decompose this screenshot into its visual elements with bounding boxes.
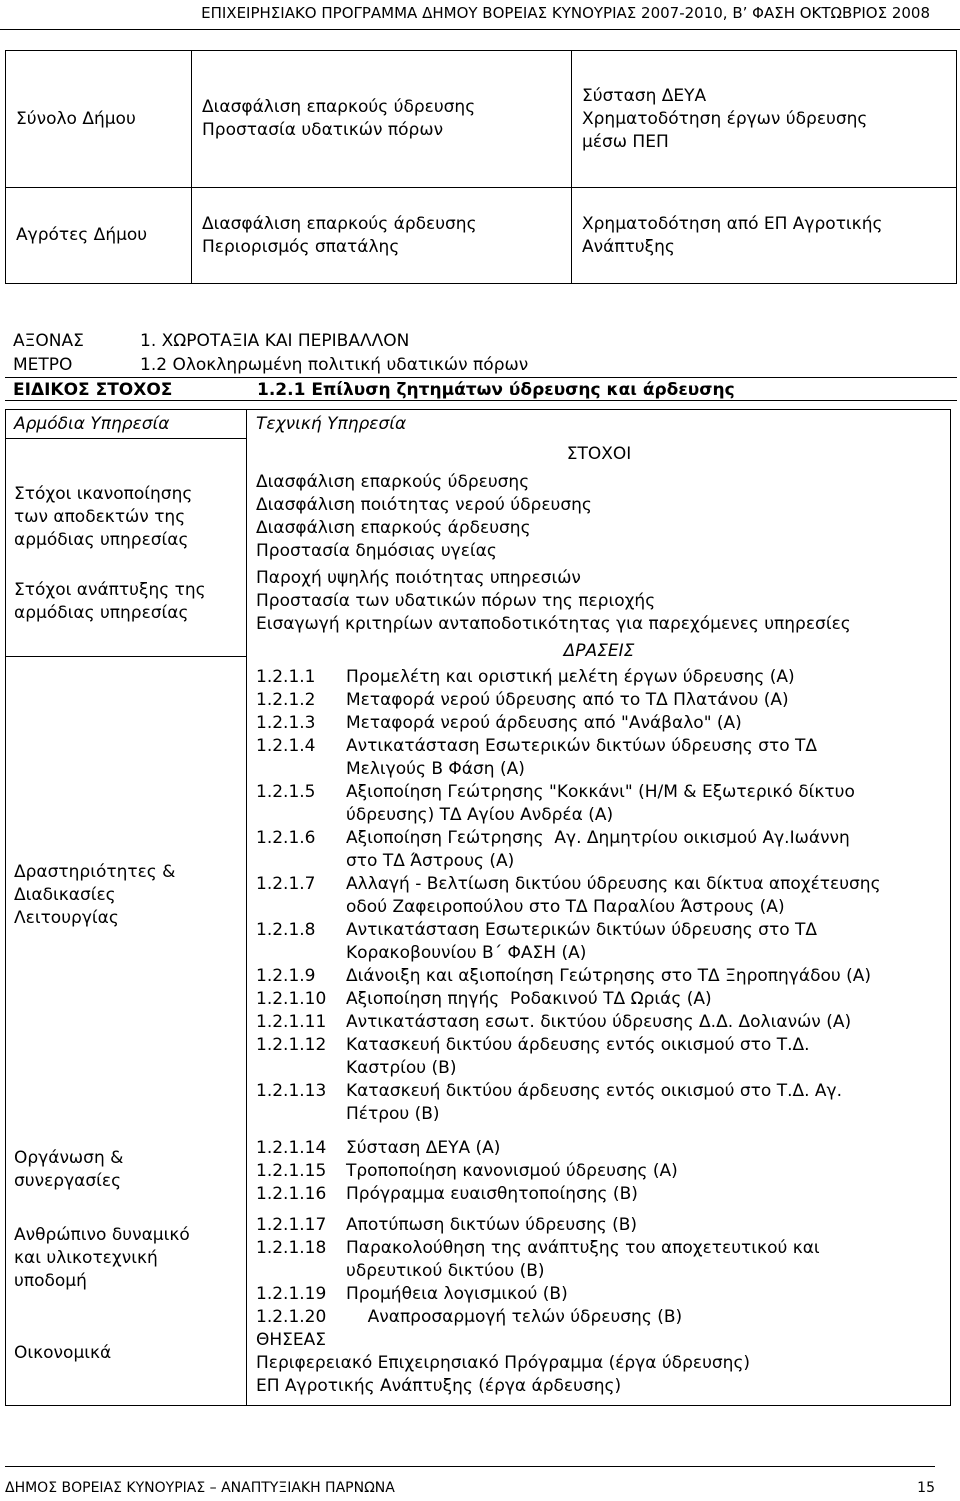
action-code: 1.2.1.16 [256,1184,327,1204]
label-line: συνεργασίες [14,1171,122,1191]
action-item [256,965,956,988]
measure-row [5,353,957,377]
action-code: 1.2.1.9 [256,966,316,986]
action-item [256,1011,956,1034]
stakeholders-table [5,50,957,284]
action-code [256,1057,346,1080]
objective-grid [5,409,951,1406]
action-item-continued [256,758,956,781]
label-line: Δραστηριότητες & [14,862,176,882]
action-text: Κατασκευή δικτύου άρδευσης εντός οικισμού στο Τ.Δ. [346,1035,810,1055]
action-item-continued [256,1057,956,1080]
action-code [256,804,346,827]
action-text: Μεταφορά νερού ύδρευσης από το ΤΔ Πλατάνου (Α) [346,690,789,710]
action-code: 1.2.1.8 [256,920,316,940]
page-footer [5,1466,935,1496]
axis-row [5,329,957,353]
action-code: 1.2.1.14 [256,1138,327,1158]
group-cell: Σύνολο Δήμου [6,51,192,188]
actions-list [256,1137,956,1206]
action-code [256,850,346,873]
development-goals-list [256,567,851,636]
label-line: Στόχοι ικανοποίησης [14,484,193,504]
action-text: Αποτύπωση δικτύων ύδρευσης (Β) [346,1215,638,1235]
action-text: στο ΤΔ Άστρους (Α) [346,851,515,871]
action-code: 1.2.1.17 [256,1215,327,1235]
need-line: Διασφάλιση επαρκούς ύδρευσης [202,97,476,117]
action-item-continued [256,1103,956,1126]
action-item [256,988,956,1011]
actions-heading: ΔΡΑΣΕΙΣ [563,641,635,661]
funding-item: ΕΠ Αγροτικής Ανάπτυξης (έργα άρδευσης) [256,1376,622,1396]
actions-cell [572,51,957,188]
row-divider [6,656,246,657]
action-item [256,1160,956,1183]
organization-label [14,1147,123,1193]
action-item [256,689,956,712]
action-text: Αλλαγή - Βελτίωση δικτύου ύδρευσης και δίκτυα αποχέτευσης [346,874,881,894]
action-code [256,942,346,965]
measure-label: ΜΕΤΡΟ [13,355,73,375]
action-code: 1.2.1.13 [256,1081,327,1101]
action-text: Παρακολούθηση της ανάπτυξης του αποχετευτικού και [346,1238,820,1258]
action-code: 1.2.1.18 [256,1238,327,1258]
need-line: Προστασία υδατικών πόρων [202,120,444,140]
label-line: Στόχοι ανάπτυξης της [14,580,206,600]
axis-label: ΑΞΟΝΑΣ [13,331,84,351]
action-line: Χρηματοδότηση έργων ύδρευσης [582,108,868,129]
action-code: 1.2.1.6 [256,828,316,848]
action-item [256,781,956,804]
action-item [256,1137,956,1160]
action-line: μέσω ΠΕΠ [582,131,669,152]
table-row [6,188,957,284]
objective-label: ΕΙΔΙΚΟΣ ΣΤΟΧΟΣ [13,380,173,400]
label-line: Λειτουργίας [14,908,119,928]
objective-row [5,377,957,401]
action-code: 1.2.1.3 [256,713,316,733]
action-text: Αξιοποίηση Γεώτρησης "Κοκκάνι" (Η/Μ & Εξωτερικό δίκτυο [346,782,855,802]
actions-list [256,1306,956,1329]
group-cell: Αγρότες Δήμου [6,188,192,284]
goal-item: Προστασία δημόσιας υγείας [256,541,497,561]
action-item [256,1183,956,1206]
action-item [256,1237,956,1260]
action-code: 1.2.1.12 [256,1035,327,1055]
action-text: Αντικατάσταση Εσωτερικών δικτύων ύδρευσης στο ΤΔ [346,736,818,756]
action-text: Κορακοβουνίου Β΄ ΦΑΣΗ (Α) [346,943,587,963]
action-item [256,919,956,942]
need-line: Διασφάλιση επαρκούς άρδευσης [202,213,477,234]
label-line: των αποδεκτών της [14,507,186,527]
service-value: Τεχνική Υπηρεσία [256,414,407,434]
label-line: υποδομή [14,1271,87,1291]
action-line: Ανάπτυξης [582,236,675,257]
label-line: αρμόδιας υπηρεσίας [14,530,189,550]
action-code [256,758,346,781]
action-item [256,1034,956,1057]
goal-item: Διασφάλιση επαρκούς άρδευσης [256,518,531,538]
action-item [256,873,956,896]
action-item [256,1214,956,1237]
label-line: και υλικοτεχνική [14,1248,158,1268]
actions-list [256,666,956,1126]
action-text: Μελιγούς Β Φάση (Α) [346,759,525,779]
header-title: ΕΠΙΧΕΙΡΗΣΙΑΚΟ ΠΡΟΓΡΑΜΜΑ ΔΗΜΟΥ ΒΟΡΕΙΑΣ ΚΥΝΟΥΡΙΑΣ 2007-2010, Β’ ΦΑΣΗ ΟΚΤΩΒΡΙΟΣ 2008 [201,4,930,22]
service-label: Αρμόδια Υπηρεσία [14,414,170,434]
need-line: Περιορισμός σπατάλης [202,236,400,257]
table-row [6,51,957,188]
action-line: Χρηματοδότηση από ΕΠ Αγροτικής [582,213,883,234]
goals-heading: ΣΤΟΧΟΙ [566,444,632,464]
goal-item: Διασφάλιση ποιότητας νερού ύδρευσης [256,495,592,515]
satisfaction-goals-list [256,471,592,563]
action-code: 1.2.1.10 [256,989,327,1009]
action-item [256,1306,956,1329]
funding-heading: ΘΗΣΕΑΣ [256,1330,327,1350]
action-item [256,712,956,735]
page-number: 15 [917,1480,935,1496]
action-item-continued [256,896,956,919]
action-item-continued [256,804,956,827]
action-text: Αξιοποίηση πηγής Ροδακινού ΤΔ Ωριάς (Α) [346,989,712,1009]
action-line: Σύσταση ΔΕΥΑ [582,85,707,106]
action-code: 1.2.1.20 [256,1307,327,1327]
objective-value: 1.2.1 Επίλυση ζητημάτων ύδρευσης και άρδευσης [257,380,735,400]
action-text: Σύσταση ΔΕΥΑ (Α) [346,1138,501,1158]
footer-text: ΔΗΜΟΣ ΒΟΡΕΙΑΣ ΚΥΝΟΥΡΙΑΣ – ΑΝΑΠΤΥΞΙΑΚΗ ΠΑΡΝΩΝΑ [5,1480,395,1496]
needs-cell [192,51,572,188]
goal-item: Προστασία των υδατικών πόρων της περιοχής [256,591,656,611]
action-item [256,827,956,850]
action-item-continued [256,850,956,873]
measure-value: 1.2 Ολοκληρωμένη πολιτική υδατικών πόρων [140,355,529,375]
action-item-continued [256,1260,956,1283]
label-line: Οργάνωση & [14,1148,124,1168]
label-line: Ανθρώπινο δυναμικό [14,1225,190,1245]
action-code: 1.2.1.2 [256,690,316,710]
label-line: αρμόδιας υπηρεσίας [14,603,189,623]
action-code [256,1103,346,1126]
actions-cell [572,188,957,284]
action-code: 1.2.1.19 [256,1284,327,1304]
column-divider [246,410,247,1405]
row-divider [6,438,246,439]
action-code: 1.2.1.4 [256,736,316,756]
action-text: Κατασκευή δικτύου άρδευσης εντός οικισμού στο Τ.Δ. Αγ. [346,1081,843,1101]
needs-cell [192,188,572,284]
action-text: Καστρίου (Β) [346,1058,457,1078]
action-text: Προμελέτη και οριστική μελέτη έργων ύδρευσης (Α) [346,667,795,687]
actions-list [256,1214,956,1306]
funding-block [256,1329,750,1398]
action-code: 1.2.1.7 [256,874,316,894]
action-text: ύδρευσης) ΤΔ Αγίου Ανδρέα (Α) [346,805,614,825]
action-code: 1.2.1.1 [256,667,316,687]
action-code: 1.2.1.11 [256,1012,327,1032]
action-text: Μεταφορά νερού άρδευσης από "Ανάβαλο" (Α) [346,713,742,733]
action-code: 1.2.1.15 [256,1161,327,1181]
page-header [0,0,960,30]
action-item [256,666,956,689]
action-text: Αξιοποίηση Γεώτρησης Αγ. Δημητρίου οικισμού Αγ.Ιωάννη [346,828,850,848]
action-text: Αντικατάσταση εσωτ. δικτύου ύδρευσης Δ.Δ. Δολιανών (Α) [346,1012,852,1032]
goal-item: Εισαγωγή κριτηρίων ανταποδοτικότητας για παρεχόμενες υπηρεσίες [256,614,851,634]
action-text: Αντικατάσταση Εσωτερικών δικτύων ύδρευσης στο ΤΔ [346,920,818,940]
goal-item: Διασφάλιση επαρκούς ύδρευσης [256,472,530,492]
action-item [256,1283,956,1306]
action-text: Αναπροσαρμογή τελών ύδρευσης (Β) [346,1307,683,1327]
axis-block [5,329,957,401]
action-text: Διάνοιξη και αξιοποίηση Γεώτρησης στο ΤΔ Ξηροπηγάδου (Α) [346,966,872,986]
label-line: Διαδικασίες [14,885,116,905]
action-text: Τροποποίηση κανονισμού ύδρευσης (Α) [346,1161,678,1181]
action-text: Προμήθεια λογισμικού (Β) [346,1284,568,1304]
action-item [256,1080,956,1103]
action-item-continued [256,942,956,965]
satisfaction-goals-label [14,483,192,552]
action-text: οδού Ζαφειροπούλου στο ΤΔ Παραλίου Άστρους (Α) [346,897,785,917]
action-text: Πέτρου (Β) [346,1104,440,1124]
action-code: 1.2.1.5 [256,782,316,802]
activities-label [14,861,175,930]
goal-item: Παροχή υψηλής ποιότητας υπηρεσιών [256,568,581,588]
financial-label: Οικονομικά [14,1343,112,1363]
action-text: Πρόγραμμα ευαισθητοποίησης (Β) [346,1184,638,1204]
action-item [256,735,956,758]
axis-value: 1. ΧΩΡΟΤΑΞΙΑ ΚΑΙ ΠΕΡΙΒΑΛΛΟΝ [140,331,410,351]
action-text: υδρευτικού δικτύου (Β) [346,1261,545,1281]
action-code [256,896,346,919]
development-goals-label [14,579,206,625]
funding-item: Περιφερειακό Επιχειρησιακό Πρόγραμμα (έργα ύδρευσης) [256,1353,751,1373]
resources-label [14,1224,190,1293]
action-code [256,1260,346,1283]
